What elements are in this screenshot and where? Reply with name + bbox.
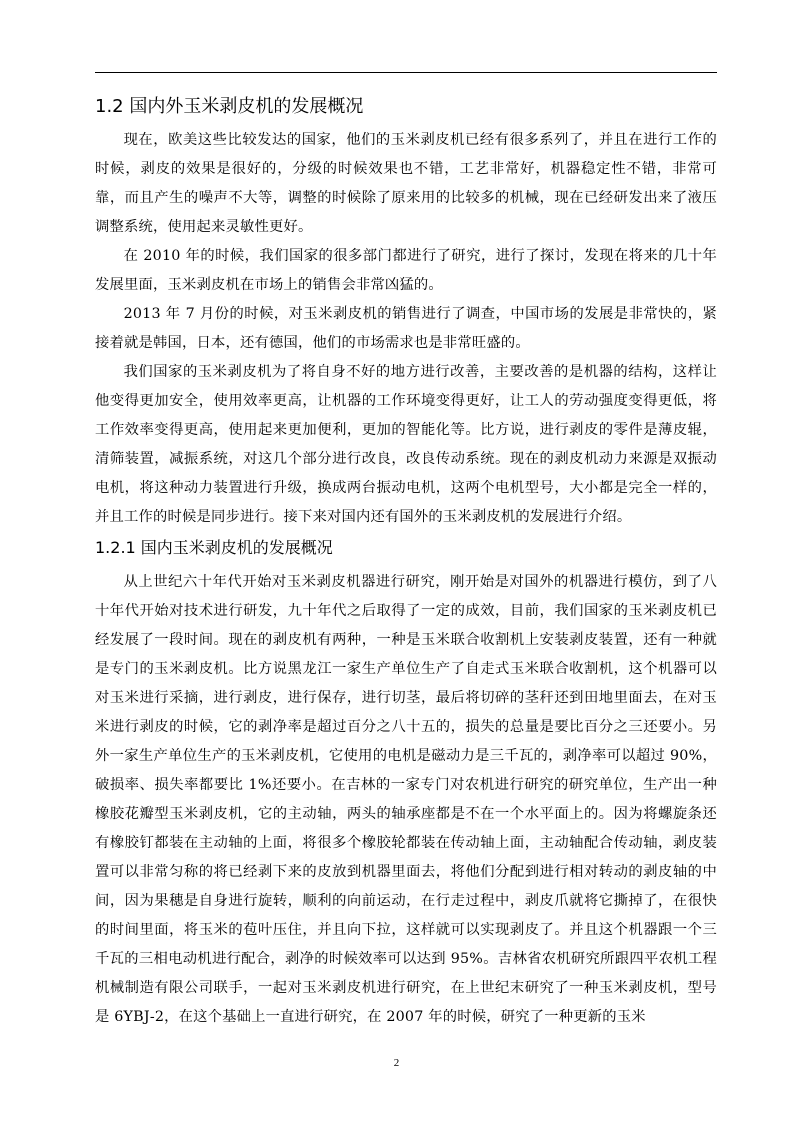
paragraph: 在 2010 年的时候，我们国家的很多部门都进行了研究，进行了探讨，发现在将来的几十年发展里面，玉米剥皮机在市场上的销售会非常凶猛的。: [95, 248, 717, 293]
paragraph: 现在，欧美这些比较发达的国家，他们的玉米剥皮机已经有很多系列了，并且在进行工作的时候，剥皮的效果是很好的，分级的时候效果也不错，工艺非常好，机器稳定性不错，非常可靠，而且产生的噪声不大等，调整的时候除了原来用的比较多的机械，现在已经研发出来了液压调整系统，使用起来灵敏性更好。: [95, 132, 717, 235]
paragraph: 2013 年 7 月份的时候，对玉米剥皮机的销售进行了调查，中国市场的发展是非常快的，紧接着就是韩国，日本，还有德国，他们的市场需求也是非常旺盛的。: [95, 306, 717, 351]
subsection-heading: 1.2.1 国内玉米剥皮机的发展概况: [95, 538, 333, 557]
page-number: 2: [393, 1057, 400, 1069]
paragraph: 我们国家的玉米剥皮机为了将自身不好的地方进行改善，主要改善的是机器的结构，这样让他变得更加安全，使用效率更高，让机器的工作环境变得更好，让工人的劳动强度变得更低，将工作效率变得更高，使用起来更加便利，更加的智能化等。比方说，进行剥皮的零件是薄皮辊，清筛装置，减振系统，对这几个部分进行改良，改良传动系统。现在的剥皮机动力来源是双振动电机，将这种动力装置进行升级，换成两台振动电机，这两个电机型号，大小都是完全一样的，并且工作的时候是同步进行。接下来对国内还有国外的玉米剥皮机的发展进行介绍。: [95, 364, 717, 525]
paragraph: 从上世纪六十年代开始对玉米剥皮机器进行研究，刚开始是对国外的机器进行模仿，到了八十年代开始对技术进行研发，九十年代之后取得了一定的成效，目前，我们国家的玉米剥皮机已经发展了一段时间。现在的剥皮机有两种，一种是玉米联合收割机上安装剥皮装置，还有一种就是专门的玉米剥皮机。比方说黑龙江一家生产单位生产了自走式玉米联合收割机，这个机器可以对玉米进行采摘，进行剥皮，进行保存，进行切茎，最后将切碎的茎秆还到田地里面去，在对玉米进行剥皮的时候，它的剥净率是超过百分之八十五的，损失的总量是要比百分之三还要小。另外一家生产单位生产的玉米剥皮机，它使用的电机是磁动力是三千瓦的，剥净率可以超过 90%，破损率、损失率都要比 1%还要小。在吉林的一家专门对农机进行研究的研究单位，生产出一种橡胶花瓣型玉米剥皮机，它的主动轴，两头的轴承座都是不在一个水平面上的。因为将螺旋条还有橡胶钉都装在主动轴的上面，将很多个橡胶轮都装在传动轴上面，主动轴配合传动轴，剥皮装置可以非常匀称的将已经剥下来的皮放到机器里面去，将他们分配到进行相对转动的剥皮轴的中间，因为果穗是自身进行旋转，顺利的向前运动，在行走过程中，剥皮爪就将它撕掉了，在很快的时间里面，将玉米的苞叶压住，并且向下拉，这样就可以实现剥皮了。并且这个机器跟一个三千瓦的三相电动机进行配合，剥净的时候效率可以达到 95%。吉林省农机研究所跟四平农机工程机械制造有限公司联手，一起对玉米剥皮机进行研究，在上世纪末研究了一种玉米剥皮机，型号是 6YBJ-2，在这个基础上一直进行研究，在 2007 年的时候，研究了一种更新的玉米: [95, 574, 717, 1025]
section-heading: 1.2 国内外玉米剥皮机的发展概况: [95, 96, 364, 117]
page-content: [95, 92, 717, 1032]
header-rule: [95, 72, 717, 73]
